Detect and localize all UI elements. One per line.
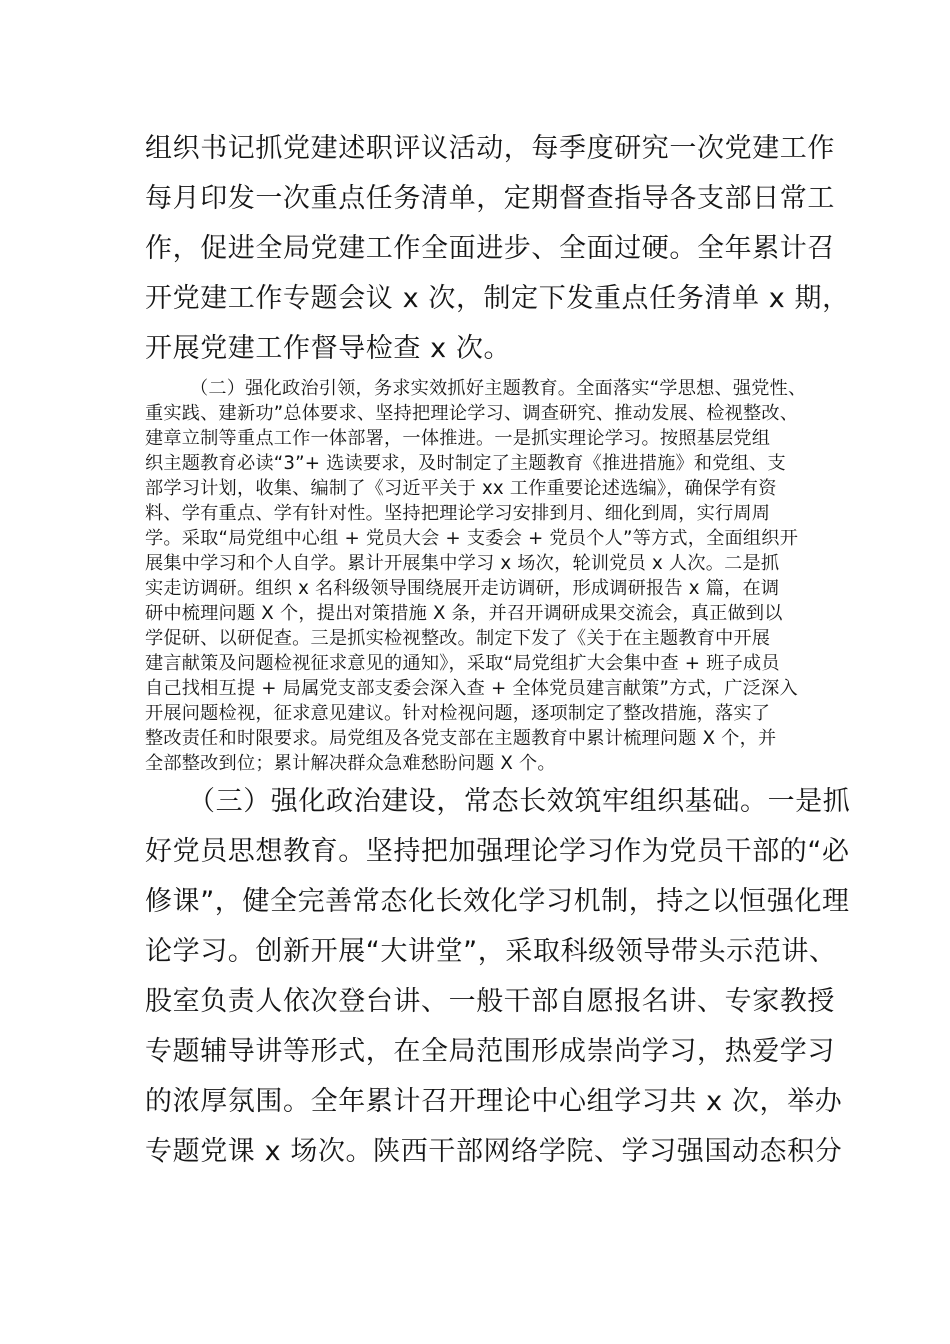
paragraph-line: 修课”，健全完善常态化长效化学习机制，持之以恒强化理 xyxy=(145,886,850,917)
paragraph-line: 自己找相互提 + 局属党支部支委会深入查 + 全体党员建言献策”方式，广泛深入 xyxy=(145,678,798,699)
section-2-heading-line: （二）强化政治引领，务求实效抓好主题教育。全面落实“学思想、强党性、 xyxy=(190,378,807,399)
paragraph-line: 学促研、以研促查。三是抓实检视整改。制定下发了《关于在主题教育中开展 xyxy=(145,628,771,649)
paragraph-line: 股室负责人依次登台讲、一般干部自愿报名讲、专家教授 xyxy=(145,986,835,1017)
paragraph-line: 织主题教育必读“3”+ 选读要求，及时制定了主题教育《推进措施》和党组、支 xyxy=(145,453,786,474)
paragraph-line: 的浓厚氛围。全年累计召开理论中心组学习共 x 次，举办 xyxy=(145,1086,843,1117)
paragraph-line: 学。采取“局党组中心组 + 党员大会 + 支委会 + 党员个人”等方式，全面组织开 xyxy=(145,528,799,549)
paragraph-line: 论学习。创新开展“大讲堂”，采取科级领导带头示范讲、 xyxy=(145,936,837,967)
paragraph-line: 组织书记抓党建述职评议活动，每季度研究一次党建工作 xyxy=(145,133,835,164)
paragraph-line: 建章立制等重点工作一体部署，一体推进。一是抓实理论学习。按照基层党组 xyxy=(145,428,771,449)
paragraph-line: 开党建工作专题会议 x 次，制定下发重点任务清单 x 期， xyxy=(145,283,850,314)
paragraph-line: 作，促进全局党建工作全面进步、全面过硬。全年累计召 xyxy=(145,233,835,264)
paragraph-line: 重实践、建新功”总体要求、坚持把理论学习、调查研究、推动发展、检视整改、 xyxy=(145,403,799,424)
paragraph-line: 专题党课 x 场次。陕西干部网络学院、学习强国动态积分 xyxy=(145,1136,843,1167)
paragraph-line: 专题辅导讲等形式，在全局范围形成崇尚学习，热爱学习 xyxy=(145,1036,835,1067)
paragraph-line: 整改责任和时限要求。局党组及各党支部在主题教育中累计梳理问题 X 个，并 xyxy=(145,728,777,749)
paragraph-line: 每月印发一次重点任务清单，定期督查指导各支部日常工 xyxy=(145,183,835,214)
paragraph-line: 料、学有重点、学有针对性。坚持把理论学习安排到月、细化到周，实行周周 xyxy=(145,503,771,524)
paragraph-line: 全部整改到位；累计解决群众急难愁盼问题 X 个。 xyxy=(145,753,556,774)
paragraph-line: 建言献策及问题检视征求意见的通知》，采取“局党组扩大会集中查 + 班子成员 xyxy=(145,653,780,674)
paragraph-line: 好党员思想教育。坚持把加强理论学习作为党员干部的“必 xyxy=(145,836,850,867)
paragraph-line: 开展党建工作督导检查 x 次。 xyxy=(145,333,512,364)
section-3-heading-line: （三）强化政治建设，常态长效筑牢组织基础。一是抓 xyxy=(188,786,851,817)
paragraph-line: 研中梳理问题 X 个，提出对策措施 X 条，并召开调研成果交流会，真正做到以 xyxy=(145,603,783,624)
paragraph-line: 实走访调研。组织 x 名科级领导围绕展开走访调研，形成调研报告 x 篇，在调 xyxy=(145,578,780,599)
paragraph-line: 部学习计划，收集、编制了《习近平关于 xx 工作重要论述选编》，确保学有资 xyxy=(145,478,777,499)
paragraph-line: 开展问题检视，征求意见建议。针对检视问题，逐项制定了整改措施，落实了 xyxy=(145,703,771,724)
paragraph-line: 展集中学习和个人自学。累计开展集中学习 x 场次，轮训党员 x 人次。二是抓 xyxy=(145,553,780,574)
